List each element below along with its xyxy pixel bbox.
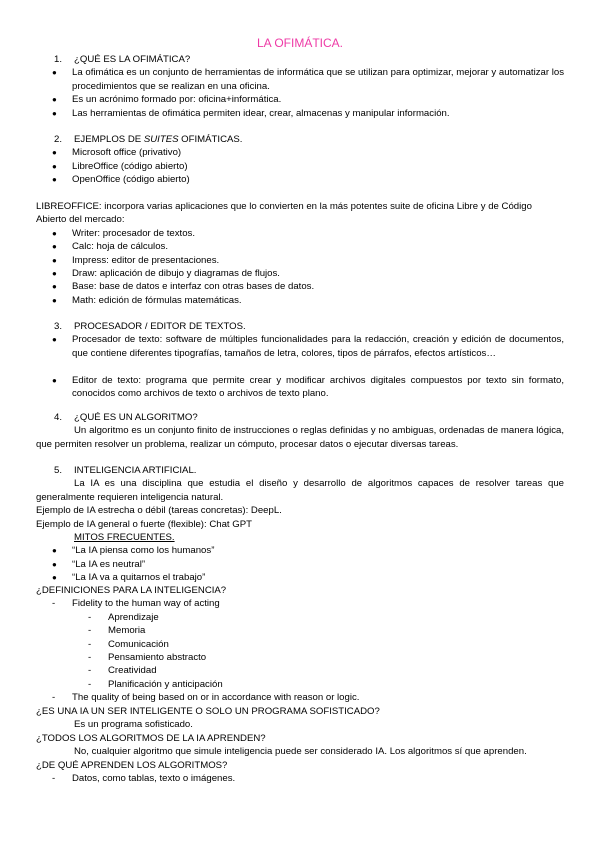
bullet-icon: ● — [52, 573, 57, 583]
list-item-text: Draw: aplicación de dibujo y diagramas de flujos. — [72, 267, 280, 279]
list-item — [36, 146, 564, 159]
list-item-text: “La IA es neutral” — [72, 558, 146, 570]
dash-icon: - — [52, 598, 56, 610]
list-item-text: Las herramientas de ofimática permiten idear, crear, almacenas y manipular información. — [72, 107, 450, 119]
libreoffice-section — [36, 200, 564, 307]
list-item-text: The quality of being based on or in accordance with reason or logic. — [72, 692, 360, 704]
list-item-text: Microsoft office (privativo) — [72, 147, 182, 159]
section-number: 2. — [54, 134, 63, 145]
list-item — [36, 558, 564, 571]
bullet-icon: ● — [52, 295, 57, 305]
sub-list-item — [36, 611, 564, 624]
bullet-icon: ● — [52, 335, 57, 345]
list-item — [36, 267, 564, 280]
myths-heading — [36, 531, 564, 544]
list-item-text: Pensamiento abstracto — [108, 651, 207, 663]
questions-section — [36, 705, 564, 785]
section-heading — [36, 464, 564, 477]
section-heading — [36, 133, 564, 146]
dash-icon: - — [88, 611, 92, 623]
bullet-icon: ● — [52, 161, 57, 171]
section-3 — [36, 320, 564, 400]
list-item — [36, 772, 564, 785]
list-item-text: LibreOffice (código abierto) — [72, 160, 188, 172]
list-item-text: “La IA piensa como los humanos” — [72, 545, 215, 557]
bullet-icon: ● — [52, 108, 57, 118]
list-item — [36, 691, 564, 704]
list-item-text: OpenOffice (código abierto) — [72, 174, 190, 186]
dash-icon: - — [88, 665, 92, 677]
list-item — [36, 227, 564, 240]
bullet-icon: ● — [52, 559, 57, 569]
list-item-text: Impress: editor de presentaciones. — [72, 254, 220, 266]
list-item-text: Writer: procesador de textos. — [72, 227, 195, 239]
list-item-text: Es un acrónimo formado por: oficina+informática. — [72, 94, 282, 106]
weak-ai-example: Ejemplo de IA estrecha o débil (tareas concretas): DeepL. — [36, 505, 282, 517]
heading-text: ¿QUÉ ES UN ALGORITMO? — [74, 412, 198, 423]
libreoffice-intro: LIBREOFFICE: incorpora varias aplicaciones que lo convierten en la más potentes suite de oficina Libre y de Código Abierto del mercado: — [36, 201, 532, 226]
section-5 — [36, 464, 564, 585]
list-item-text: Math: edición de fórmulas matemáticas. — [72, 294, 242, 306]
list-item — [36, 173, 564, 186]
list-item — [36, 374, 564, 401]
document-title: LA OFIMÁTICA. — [256, 36, 343, 50]
list-item-text: Calc: hoja de cálculos. — [72, 241, 168, 253]
section-paragraph: Un algoritmo es un conjunto finito de instrucciones o reglas definidas y no ambiguas, ordenadas de manera lógica, que permiten resolver un problema, realizar un cómputo, procesar datos o ejecutar diversas tareas. — [36, 425, 564, 450]
sub-list-item — [36, 651, 564, 664]
sub-list-item — [36, 678, 564, 691]
list-item-text: Planificación y anticipación — [108, 678, 223, 690]
question-heading: ¿DE QUÉ APRENDEN LOS ALGORITMOS? — [36, 759, 228, 771]
definitions-heading: ¿DEFINICIONES PARA LA INTELIGENCIA? — [36, 585, 227, 596]
section-1 — [36, 53, 564, 120]
list-item — [36, 294, 564, 307]
myths-heading-text: MITOS FRECUENTES. — [74, 531, 175, 543]
list-item — [36, 544, 564, 557]
section-number: 3. — [54, 321, 63, 332]
section-2 — [36, 133, 564, 187]
list-item-text: Procesador de texto: software de múltiples funcionalidades para la redacción, creación y edición de documentos, que contiene diferentes tipografías, tamaños de letra, colores, tipos de párrafos, efectos artísticos… — [72, 334, 564, 359]
list-item — [36, 571, 564, 584]
list-item — [36, 107, 564, 120]
dash-icon: - — [88, 651, 92, 663]
heading-emphasis: SUITES — [143, 134, 179, 145]
list-item — [36, 66, 564, 93]
bullet-icon: ● — [52, 95, 57, 105]
section-4 — [36, 411, 564, 451]
question-heading: ¿TODOS LOS ALGORITMOS DE LA IA APRENDEN? — [36, 732, 266, 744]
list-item — [36, 240, 564, 253]
list-item-text: Memoria — [108, 625, 146, 637]
list-item-text: Comunicación — [108, 638, 169, 650]
bullet-icon: ● — [52, 175, 57, 185]
section-number: 1. — [54, 54, 63, 65]
list-item-text: Fidelity to the human way of acting — [72, 598, 220, 610]
heading-text: PROCESADOR / EDITOR DE TEXTOS. — [74, 321, 246, 332]
dash-icon: - — [88, 638, 92, 650]
question-answer: No, cualquier algoritmo que simule inteligencia puede ser considerado IA. Los algoritmos sí que aprenden. — [74, 746, 527, 758]
bullet-icon: ● — [52, 255, 57, 265]
list-item — [36, 597, 564, 610]
section-number: 5. — [54, 465, 63, 476]
list-item-text: Aprendizaje — [108, 611, 159, 623]
list-item — [36, 254, 564, 267]
dash-icon: - — [88, 625, 92, 637]
bullet-icon: ● — [52, 268, 57, 278]
heading-text: EJEMPLOS DE — [74, 134, 144, 145]
heading-text: ¿QUÉ ES LA OFIMÁTICA? — [74, 54, 191, 65]
sub-list-item — [36, 624, 564, 637]
dash-icon: - — [52, 772, 56, 784]
bullet-icon: ● — [52, 242, 57, 252]
section-heading — [36, 411, 564, 424]
list-item — [36, 160, 564, 173]
bullet-icon: ● — [52, 68, 57, 78]
dash-icon: - — [88, 678, 92, 690]
definitions-section — [36, 584, 564, 705]
bullet-icon: ● — [52, 546, 57, 556]
section-heading — [36, 53, 564, 66]
heading-text: INTELIGENCIA ARTIFICIAL. — [74, 465, 197, 476]
list-item — [36, 93, 564, 106]
bullet-icon: ● — [52, 228, 57, 238]
bullet-icon: ● — [52, 375, 57, 385]
question-answer: Es un programa sofisticado. — [74, 719, 193, 731]
question-heading: ¿ES UNA IA UN SER INTELIGENTE O SOLO UN PROGRAMA SOFISTICADO? — [36, 706, 380, 717]
list-item — [36, 333, 564, 373]
sub-list-item — [36, 638, 564, 651]
section-heading — [36, 320, 564, 333]
list-item-text: Datos, como tablas, texto o imágenes. — [72, 772, 236, 784]
list-item-text: Base: base de datos e interfaz con otras bases de datos. — [72, 281, 315, 293]
heading-text: OFIMÁTICAS. — [178, 134, 243, 145]
section-number: 4. — [54, 412, 63, 423]
dash-icon: - — [52, 692, 56, 704]
list-item-text: Editor de texto: programa que permite crear y modificar archivos digitales compuestos por texto sin formato, conocidos como archivos de texto o archivos de texto plano. — [72, 374, 564, 399]
sub-list-item — [36, 664, 564, 677]
bullet-icon: ● — [52, 282, 57, 292]
strong-ai-example: Ejemplo de IA general o fuerte (flexible): Chat GPT — [36, 518, 252, 530]
list-item-text: La ofimática es un conjunto de herramientas de informática que se utilizan para optimizar, mejorar y automatizar los procedimientos que se realizan en una oficina. — [72, 67, 564, 92]
list-item — [36, 280, 564, 293]
section-paragraph: La IA es una disciplina que estudia el diseño y desarrollo de algoritmos capaces de resolver tareas que generalmente requieren inteligencia natural. — [36, 478, 564, 503]
list-item-text: “La IA va a quitarnos el trabajo” — [72, 572, 206, 584]
list-item-text: Creatividad — [108, 665, 157, 677]
bullet-icon: ● — [52, 148, 57, 158]
